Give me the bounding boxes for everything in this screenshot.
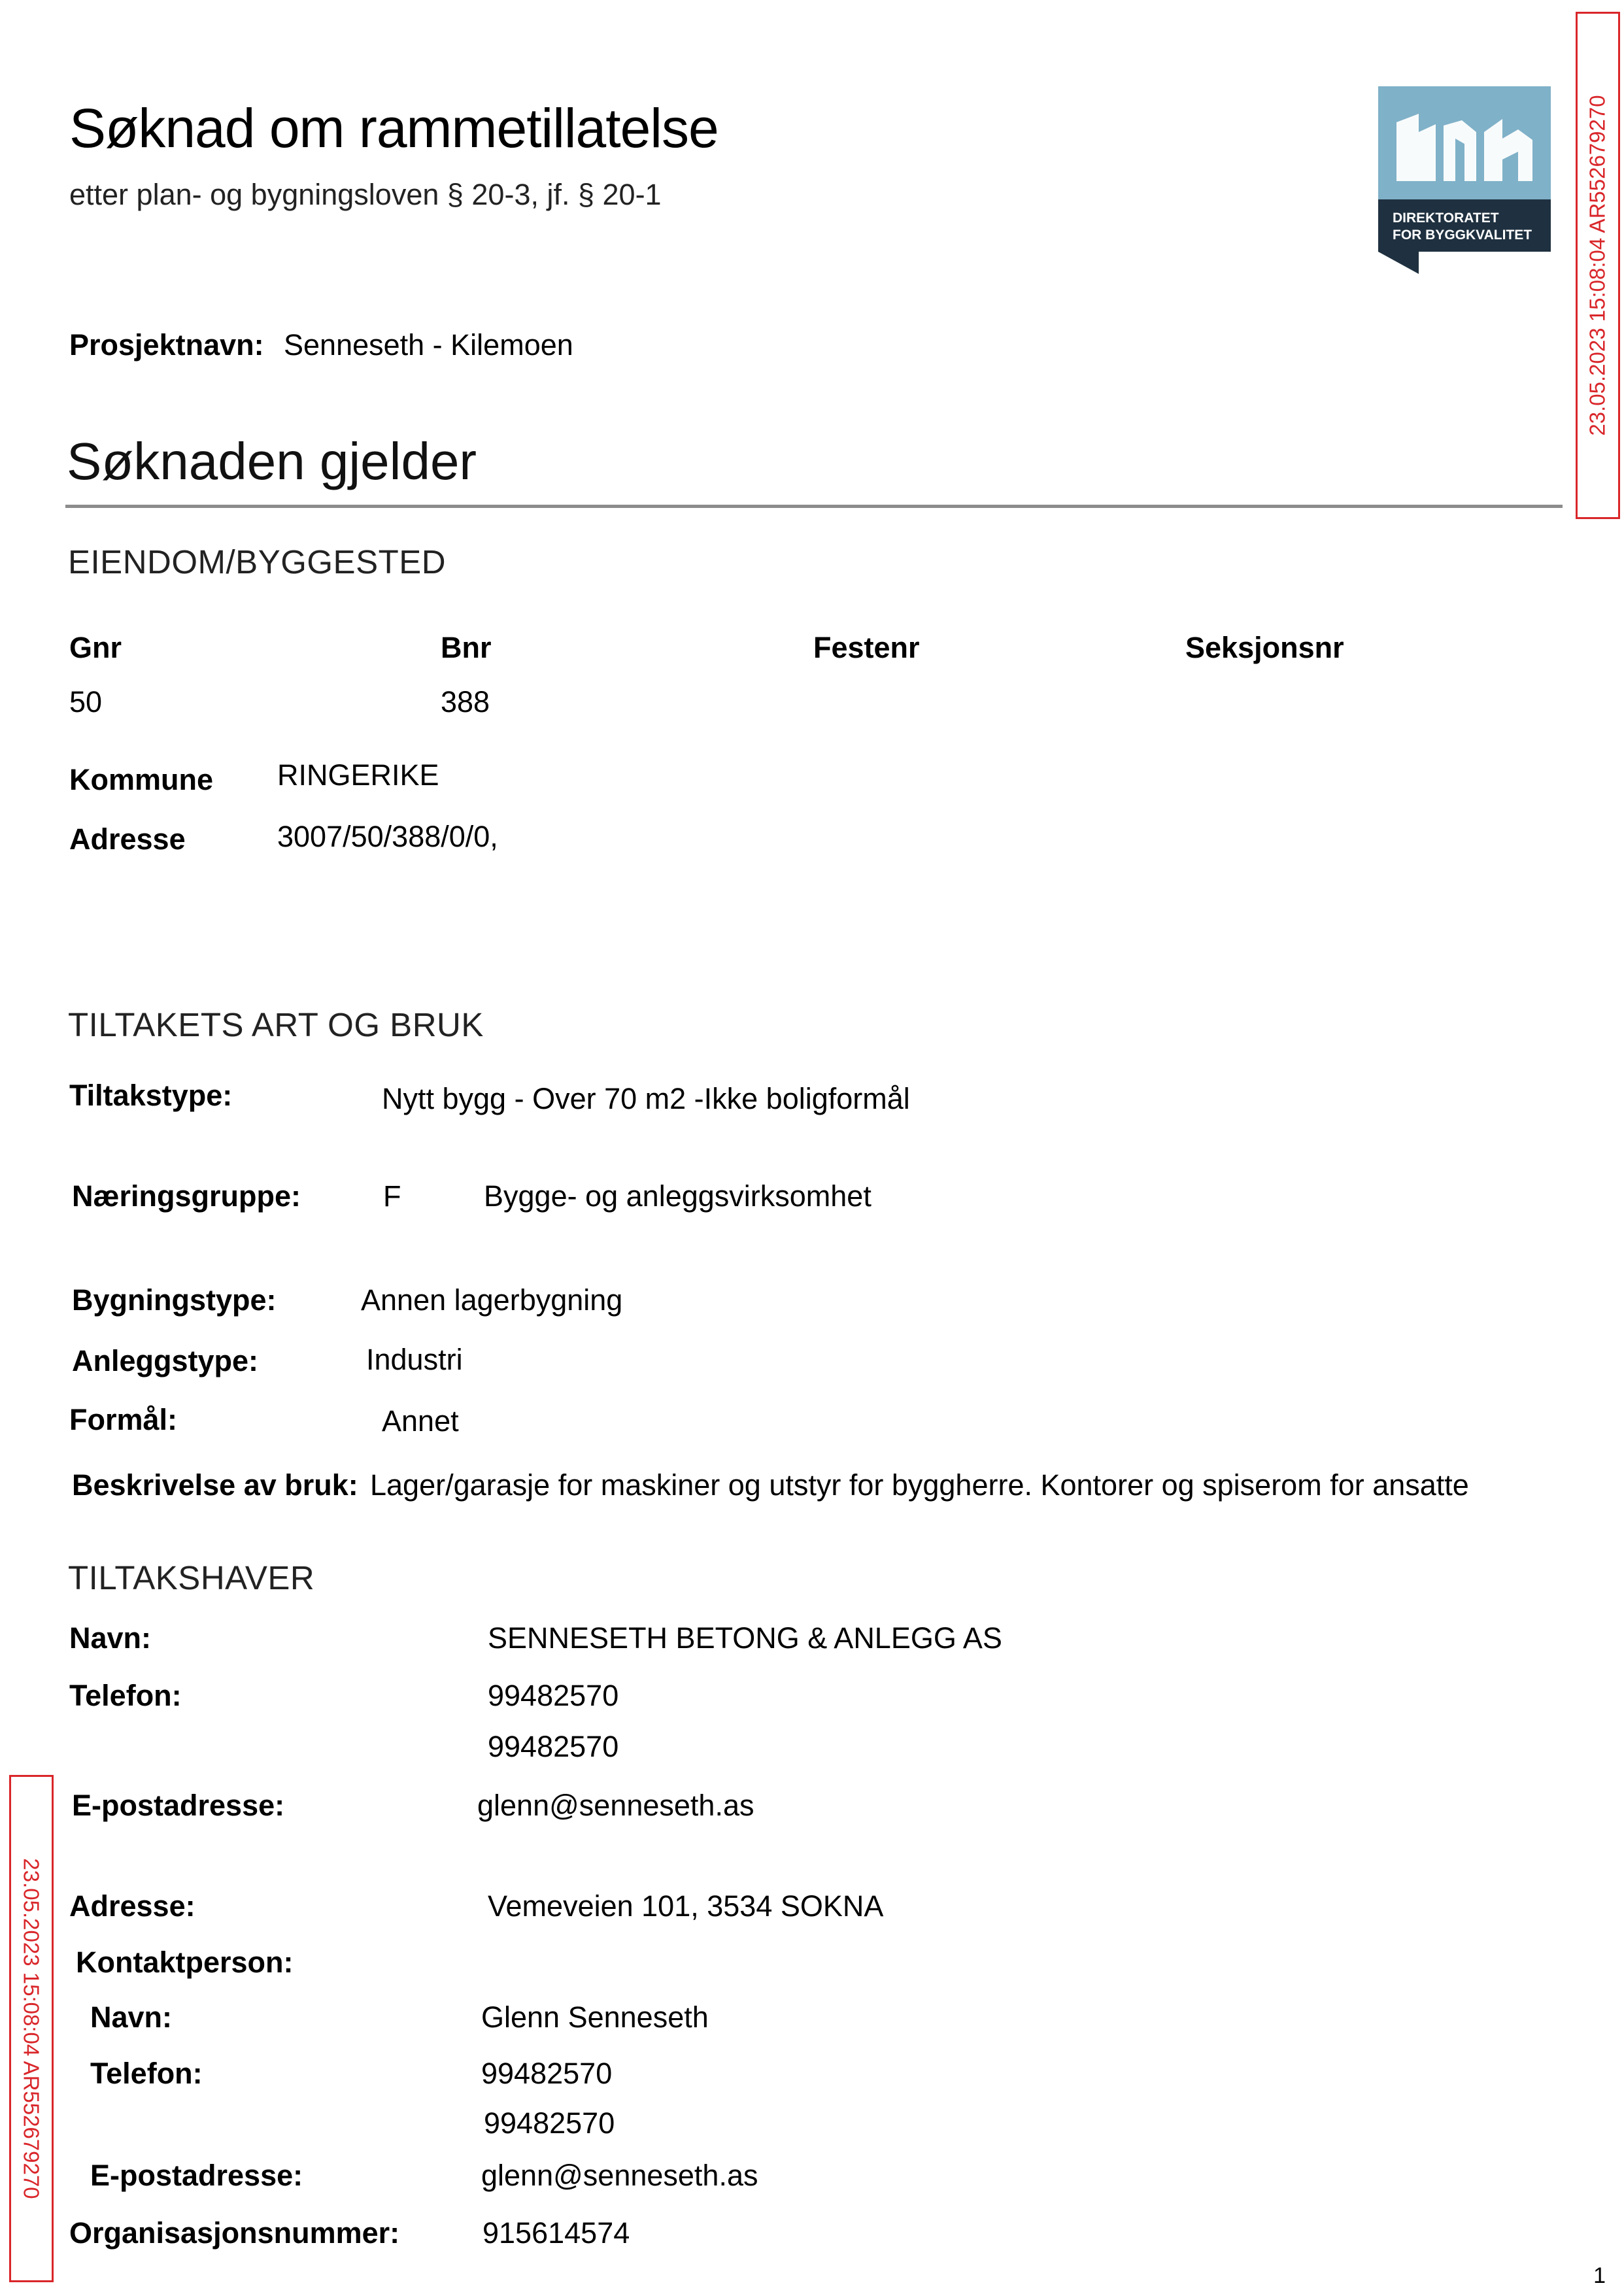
bnr-header: Bnr bbox=[441, 631, 492, 664]
owner-epost-label: E-postadresse: bbox=[72, 1789, 285, 1822]
contact-person-label: Kontaktperson: bbox=[76, 1946, 294, 1979]
section-divider bbox=[65, 505, 1563, 508]
owner-adresse-value: Vemeveien 101, 3534 SOKNA bbox=[488, 1889, 884, 1923]
contact-navn-label: Navn: bbox=[90, 2000, 173, 2034]
contact-navn-value: Glenn Senneseth bbox=[481, 2000, 709, 2034]
logo-line1: DIREKTORATET bbox=[1393, 211, 1499, 226]
anleggstype-label: Anleggstype: bbox=[72, 1344, 259, 1377]
festenr-header: Festenr bbox=[813, 631, 920, 664]
owner-epost-value: glenn@senneseth.as bbox=[477, 1789, 754, 1822]
contact-epost-value: glenn@senneseth.as bbox=[481, 2159, 758, 2192]
beskrivelse-label: Beskrivelse av bruk: bbox=[72, 1468, 358, 1502]
orgnr-label: Organisasjonsnummer: bbox=[69, 2216, 400, 2250]
contact-epost-label: E-postadresse: bbox=[90, 2159, 303, 2192]
anleggstype-value: Industri bbox=[366, 1343, 463, 1376]
contact-telefon-label: Telefon: bbox=[90, 2057, 203, 2090]
adresse-label: Adresse bbox=[69, 822, 186, 856]
bygningstype-value: Annen lagerbygning bbox=[361, 1283, 623, 1317]
dibk-logo-icon bbox=[1378, 86, 1551, 274]
dibk-logo bbox=[1378, 86, 1551, 274]
contact-telefon-value-2: 99482570 bbox=[484, 2106, 615, 2140]
gnr-value: 50 bbox=[69, 685, 103, 718]
tiltakstype-label: Tiltakstype: bbox=[69, 1079, 233, 1112]
page-number: 1 bbox=[1593, 2263, 1606, 2288]
section-title: Søknaden gjelder bbox=[67, 432, 477, 490]
gnr-header: Gnr bbox=[69, 631, 122, 664]
project-name-label: Prosjektnavn: bbox=[69, 328, 264, 362]
bygningstype-label: Bygningstype: bbox=[72, 1283, 277, 1317]
owner-telefon-value-1: 99482570 bbox=[488, 1679, 619, 1712]
seksjonsnr-header: Seksjonsnr bbox=[1185, 631, 1344, 664]
owner-heading: TILTAKSHAVER bbox=[68, 1559, 315, 1596]
owner-navn-label: Navn: bbox=[69, 1621, 152, 1655]
naeringsgruppe-code: F bbox=[383, 1179, 401, 1213]
document-subtitle: etter plan- og bygningsloven § 20-3, jf. § 20-1 bbox=[69, 178, 662, 211]
kommune-value: RINGERIKE bbox=[277, 758, 439, 792]
document-title: Søknad om rammetillatelse bbox=[69, 97, 719, 159]
kommune-label: Kommune bbox=[69, 763, 214, 796]
logo-line2: FOR BYGGKVALITET bbox=[1393, 228, 1532, 243]
beskrivelse-value: Lager/garasje for maskiner og utstyr for byggherre. Kontorer og spiserom for ansatte bbox=[370, 1468, 1469, 1502]
timestamp-stamp-bottom: 23.05.2023 15:08:04 AR552679270 bbox=[9, 1775, 54, 2282]
measure-heading: TILTAKETS ART OG BRUK bbox=[68, 1006, 484, 1043]
orgnr-value: 915614574 bbox=[482, 2216, 630, 2250]
naeringsgruppe-value: Bygge- og anleggsvirksomhet bbox=[484, 1179, 871, 1213]
bnr-value: 388 bbox=[441, 685, 490, 718]
owner-navn-value: SENNESETH BETONG & ANLEGG AS bbox=[488, 1621, 1002, 1655]
property-heading: EIENDOM/BYGGESTED bbox=[68, 543, 447, 581]
owner-telefon-value-2: 99482570 bbox=[488, 1730, 619, 1763]
tiltakstype-value: Nytt bygg - Over 70 m2 -Ikke boligformål bbox=[382, 1082, 910, 1115]
contact-telefon-value-1: 99482570 bbox=[481, 2057, 613, 2090]
timestamp-stamp-top: 23.05.2023 15:08:04 AR552679270 bbox=[1576, 12, 1620, 519]
owner-telefon-label: Telefon: bbox=[69, 1679, 182, 1712]
naeringsgruppe-label: Næringsgruppe: bbox=[72, 1179, 301, 1213]
formal-label: Formål: bbox=[69, 1403, 178, 1436]
formal-value: Annet bbox=[382, 1404, 459, 1438]
adresse-value: 3007/50/388/0/0, bbox=[277, 820, 498, 853]
project-name-value: Senneseth - Kilemoen bbox=[284, 328, 573, 362]
owner-adresse-label: Adresse: bbox=[69, 1889, 195, 1923]
